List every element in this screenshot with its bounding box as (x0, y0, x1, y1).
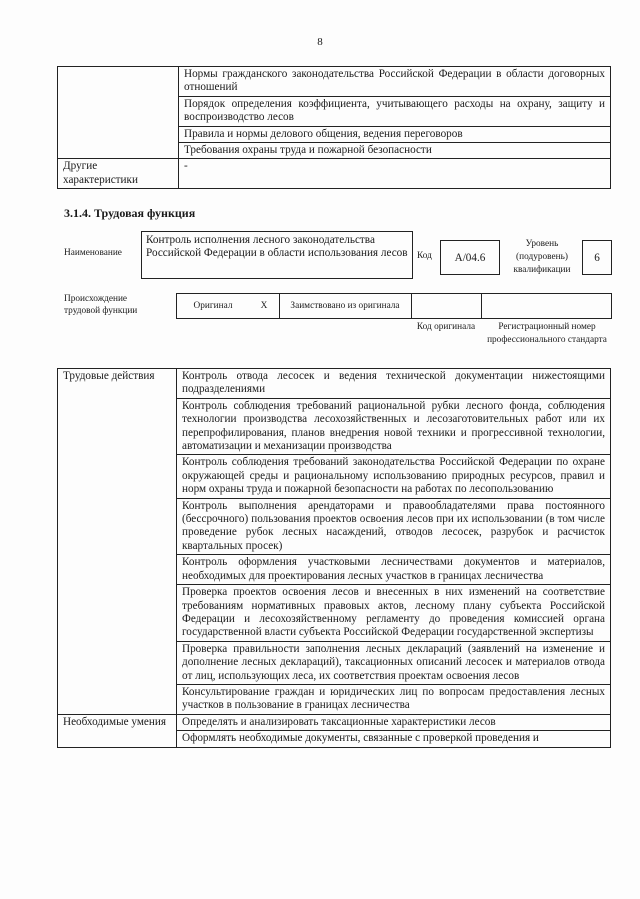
origin-mark: X (249, 294, 280, 318)
page-number: 8 (317, 36, 323, 48)
table-cell-empty (58, 67, 179, 159)
labor-action-item: Консультирование граждан и юридических лиц по вопросам предоставления лесных участков в пользование в границах лесничества (177, 684, 611, 714)
labor-action-item: Проверка правильности заполнения лесных деклараций (заявлений на изменение и дополнение лесных деклараций), таксационных описаний лесосек и материалов отвода от лиц, использующих леса, их соответствия проектам освоения лесов (177, 641, 611, 684)
skill-item: Оформлять необходимые документы, связанные с проверкой проведения и (177, 731, 611, 747)
table-row (58, 369, 611, 399)
origin-label-text: Происхождение трудовой функции (64, 294, 138, 316)
other-characteristics-value: - (179, 159, 611, 189)
code-label: Код (417, 251, 432, 261)
labor-action-item: Контроль выполнения арендаторами и правообладателями права постоянного (бессрочного) пользования проектов освоения лесов при их использовании (в том числе проведение рубок лесных насаждений, отводов лесосек, разрубок и расчисток квартальных просек) (177, 498, 611, 555)
origin-code-cell (411, 294, 482, 318)
level-box: 6 (582, 240, 612, 275)
labor-action-item: Контроль отвода лесосек и ведения технической документации нижестоящими подразделениями (177, 369, 611, 399)
origin-row (176, 293, 612, 319)
labor-action-item: Контроль соблюдения требований рациональной рубки лесного фонда, соблюдения технологии производства лесохозяйственных и лесозаготовительных работ или их перепрофилирования, планов внедрения новой техники и прогрессивной технологии, автоматизации и механизации производства (177, 398, 611, 455)
function-name-box: Контроль исполнения лесного законодательства Российской Федерации в области использования лесов (141, 231, 413, 279)
code-box: А/04.6 (440, 240, 500, 275)
table-row (58, 67, 611, 97)
origin-original-label: Оригинал (193, 301, 233, 311)
other-characteristics-label: Другие характеристики (58, 159, 179, 189)
origin-borrowed-label: Заимствовано из оригинала (279, 294, 412, 318)
origin-code-caption: Код оригинала (416, 322, 476, 332)
skill-item: Определять и анализировать таксационные характеристики лесов (177, 714, 611, 730)
labor-actions-table (57, 368, 611, 748)
table-cell: Порядок определения коэффициента, учитывающего расходы на охрану, защиту и воспроизводство лесов (179, 96, 611, 126)
table-cell: Нормы гражданского законодательства Российской Федерации в области договорных отношений (179, 67, 611, 97)
origin-label (64, 294, 164, 317)
table-row (58, 714, 611, 730)
table-row (58, 159, 611, 189)
labor-action-item: Проверка проектов освоения лесов и внесенных в них изменений на соответствие требованиям нормативных правовых актов, лесному плану субъекта Российской Федерации и лесохозяйственному регламенту до проведения комиссией органа государственной власти субъекта Российской Федерации государственной экспертизы (177, 585, 611, 642)
top-requirements-table (57, 66, 611, 189)
labor-actions-label: Трудовые действия (58, 369, 177, 715)
skills-label: Необходимые умения (58, 714, 177, 747)
section-heading: 3.1.4. Трудовая функция (64, 206, 196, 220)
name-label: Наименование (64, 248, 122, 258)
origin-reg-cell (481, 294, 611, 318)
labor-action-item: Контроль соблюдения требований законодательства Российской Федерации по охране окружающей среды и рациональному использованию природных ресурсов, правил и норм охраны труда и пожарной безопасности на работах по лесопользованию (177, 455, 611, 498)
origin-reg-caption: Регистрационный номер профессионального стандарта (487, 322, 607, 345)
table-cell: Правила и нормы делового общения, ведения переговоров (179, 126, 611, 142)
level-label: Уровень (подуровень) квалификации (513, 239, 571, 275)
labor-action-item: Контроль оформления участковыми лесничествами документов и материалов, необходимых для проектирования лесных участков в границах лесничества (177, 555, 611, 585)
table-cell: Требования охраны труда и пожарной безопасности (179, 143, 611, 159)
